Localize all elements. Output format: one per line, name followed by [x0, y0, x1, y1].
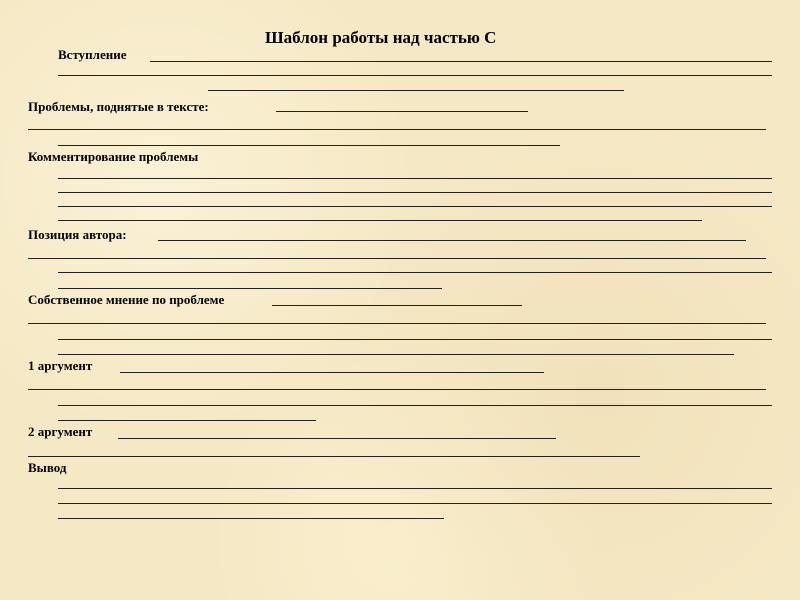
own-opinion-label: Собственное мнение по проблеме	[28, 292, 225, 307]
argument-2-blank-line[interactable]	[28, 456, 640, 457]
commentary-label: Комментирование проблемы	[28, 149, 199, 164]
argument-1-blank-line[interactable]	[58, 420, 316, 421]
argument-1-blank-line[interactable]	[58, 405, 772, 406]
commentary-blank-line[interactable]	[58, 192, 772, 193]
commentary-blank-line[interactable]	[58, 220, 702, 221]
conclusion-blank-line[interactable]	[58, 488, 772, 489]
intro-blank-line[interactable]	[208, 90, 624, 91]
own-opinion-blank-line[interactable]	[28, 323, 766, 324]
conclusion-label: Вывод	[28, 460, 67, 475]
author-position-label: Позиция автора:	[28, 227, 127, 242]
conclusion-blank-line[interactable]	[58, 503, 772, 504]
author-position-blank-line[interactable]	[58, 272, 772, 273]
argument-1-label: 1 аргумент	[28, 358, 93, 373]
problems-blank-line[interactable]	[58, 145, 560, 146]
problems-blank-line[interactable]	[28, 129, 766, 130]
commentary-blank-line[interactable]	[58, 178, 772, 179]
problems-blank-line[interactable]	[276, 111, 528, 112]
own-opinion-blank-line[interactable]	[58, 339, 772, 340]
own-opinion-blank-line[interactable]	[58, 354, 734, 355]
author-position-blank-line[interactable]	[158, 240, 746, 241]
author-position-blank-line[interactable]	[28, 258, 766, 259]
commentary-blank-line[interactable]	[58, 206, 772, 207]
intro-blank-line[interactable]	[150, 61, 772, 62]
author-position-blank-line[interactable]	[58, 288, 442, 289]
argument-2-label: 2 аргумент	[28, 424, 93, 439]
argument-1-blank-line[interactable]	[28, 389, 766, 390]
page-title: Шаблон работы над частью С	[265, 28, 497, 47]
problems-label: Проблемы, поднятые в тексте:	[28, 99, 209, 114]
argument-2-blank-line[interactable]	[118, 438, 556, 439]
conclusion-blank-line[interactable]	[58, 518, 444, 519]
intro-label: Вступление	[58, 47, 127, 62]
intro-blank-line[interactable]	[58, 75, 772, 76]
argument-1-blank-line[interactable]	[120, 372, 544, 373]
own-opinion-blank-line[interactable]	[272, 305, 522, 306]
